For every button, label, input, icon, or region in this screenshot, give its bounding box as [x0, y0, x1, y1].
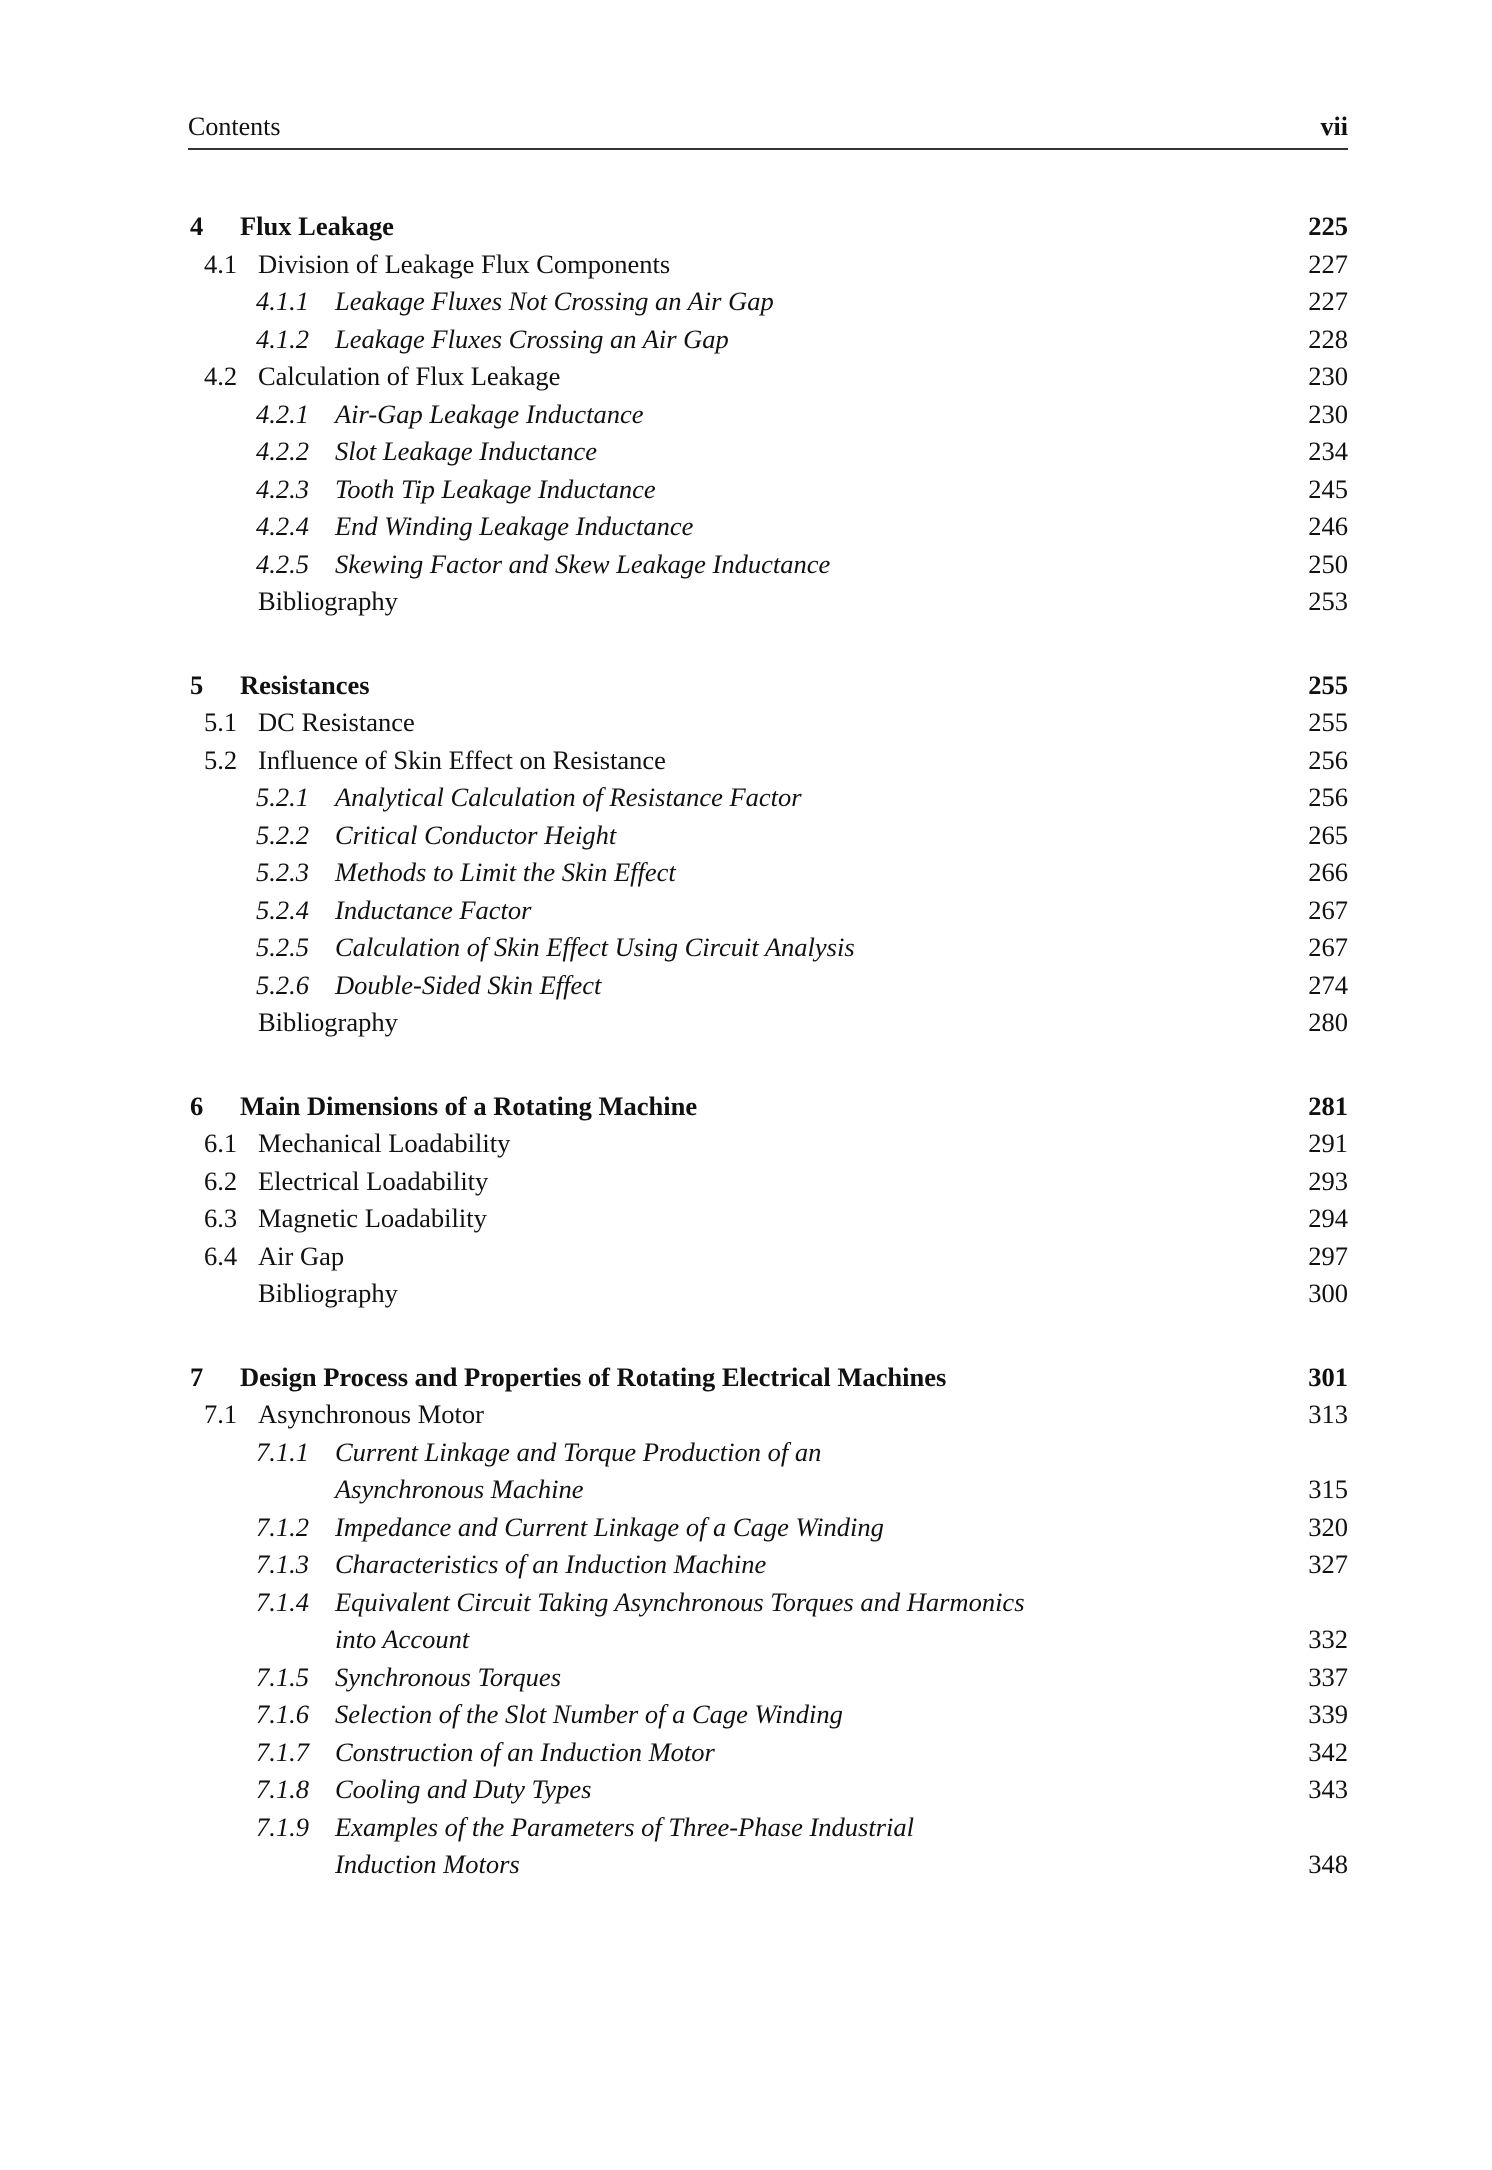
toc-section[interactable] [188, 1125, 1348, 1163]
entry-title: End Winding Leakage Inductance [335, 511, 694, 541]
chapter-title: Main Dimensions of a Rotating Machine [240, 1090, 698, 1121]
entry-number: 6.2 [204, 1165, 238, 1196]
running-head-title: Contents [188, 112, 281, 141]
entry-number: 7.1.6 [256, 1699, 309, 1729]
chapter-title: Design Process and Properties of Rotating Electrical Machines [240, 1361, 947, 1392]
entry-title: Bibliography [258, 586, 398, 616]
entry-number: 4.1.1 [256, 286, 309, 316]
entry-page: 256 [1308, 782, 1348, 812]
toc-section[interactable] [188, 1200, 1348, 1238]
toc-subsection[interactable] [188, 967, 1348, 1005]
entry-title: Methods to Limit the Skin Effect [335, 857, 676, 887]
entry-title: Air-Gap Leakage Inductance [335, 398, 644, 429]
toc-section[interactable] [188, 1238, 1348, 1276]
entry-title: Characteristics of an Induction Machine [335, 1549, 767, 1579]
entry-page: 332 [1308, 1624, 1348, 1654]
entry-title: Double-Sided Skin Effect [335, 969, 602, 1000]
entry-number: 4.2.1 [256, 398, 309, 429]
entry-number: 4.2 [204, 361, 238, 391]
toc-subsection[interactable] [188, 779, 1348, 817]
toc-section[interactable] [188, 358, 1348, 396]
entry-number: 7.1.5 [256, 1661, 309, 1692]
entry-number: 4.2.4 [256, 511, 309, 541]
toc-chapter-heading[interactable] [188, 1088, 1348, 1126]
entry-page: 300 [1308, 1278, 1348, 1308]
entry-page: 280 [1308, 1007, 1348, 1037]
chapter-title: Resistances [240, 669, 370, 700]
running-head [188, 108, 1348, 148]
entry-title: Equivalent Circuit Taking Asynchronous Torques and Harmonics [335, 1586, 1025, 1617]
toc-section[interactable] [188, 1396, 1348, 1434]
entry-number: 6.3 [204, 1203, 238, 1233]
entry-page: 294 [1308, 1203, 1348, 1233]
entry-title: Tooth Tip Leakage Inductance [335, 473, 656, 504]
entry-page: 297 [1308, 1240, 1348, 1271]
toc-bibliography[interactable] [188, 583, 1348, 621]
toc-chapter [188, 667, 1348, 1042]
entry-page: 234 [1308, 436, 1348, 466]
entry-page: 343 [1308, 1774, 1348, 1804]
entry-title: Magnetic Loadability [258, 1203, 487, 1233]
toc-subsection[interactable] [188, 817, 1348, 855]
entry-number: 5.2.1 [256, 782, 309, 812]
entry-title: Construction of an Induction Motor [335, 1736, 715, 1767]
entry-number: 5.2.4 [256, 894, 309, 925]
entry-title: Selection of the Slot Number of a Cage Winding [335, 1699, 843, 1729]
toc-section[interactable] [188, 1163, 1348, 1201]
toc-subsection[interactable] [188, 321, 1348, 359]
toc-section[interactable] [188, 246, 1348, 284]
toc-chapter-heading[interactable] [188, 208, 1348, 246]
chapter-number: 7 [190, 1361, 204, 1392]
chapter-number: 5 [190, 669, 204, 700]
entry-number: 7.1 [204, 1399, 238, 1429]
entry-page: 250 [1308, 548, 1348, 579]
toc-bibliography[interactable] [188, 1004, 1348, 1042]
entry-number: 5.1 [204, 707, 238, 737]
entry-number: 6.4 [204, 1240, 238, 1271]
entry-page: 253 [1308, 586, 1348, 616]
entry-number: 7.1.3 [256, 1549, 309, 1579]
toc-chapter [188, 208, 1348, 621]
toc-chapter-heading[interactable] [188, 1359, 1348, 1397]
toc-continuation-line[interactable] [188, 1621, 1348, 1659]
chapter-page: 301 [1308, 1361, 1348, 1392]
entry-page: 245 [1308, 473, 1348, 504]
entry-title: Analytical Calculation of Resistance Factor [335, 782, 802, 812]
entry-number: 7.1.1 [256, 1436, 309, 1467]
entry-title: into Account [335, 1624, 470, 1654]
entry-page: 227 [1308, 286, 1348, 316]
toc-subsection[interactable] [188, 1734, 1348, 1772]
toc-section[interactable] [188, 704, 1348, 742]
table-of-contents [188, 208, 1348, 1930]
entry-number: 5.2.6 [256, 969, 309, 1000]
toc-subsection[interactable] [188, 854, 1348, 892]
entry-title: Slot Leakage Inductance [335, 436, 597, 466]
entry-title: Current Linkage and Torque Production of an [335, 1436, 822, 1467]
toc-subsection[interactable] [188, 929, 1348, 967]
entry-title: Air Gap [258, 1240, 345, 1271]
entry-number: 5.2 [204, 744, 238, 775]
entry-page: 339 [1308, 1699, 1348, 1729]
toc-subsection[interactable] [188, 471, 1348, 509]
entry-title: Asynchronous Motor [258, 1399, 484, 1429]
chapter-page: 225 [1308, 211, 1348, 241]
entry-number: 4.2.5 [256, 548, 309, 579]
entry-title: Inductance Factor [335, 894, 532, 925]
toc-subsection[interactable] [188, 433, 1348, 471]
entry-title: Leakage Fluxes Not Crossing an Air Gap [335, 286, 774, 316]
entry-number: 7.1.7 [256, 1736, 309, 1767]
toc-bibliography[interactable] [188, 1275, 1348, 1313]
entry-title: Synchronous Torques [335, 1661, 562, 1692]
entry-page: 255 [1308, 707, 1348, 737]
entry-number: 7.1.8 [256, 1774, 309, 1804]
entry-title: Induction Motors [335, 1849, 520, 1879]
entry-title: Asynchronous Machine [335, 1474, 584, 1504]
entry-title: Electrical Loadability [258, 1165, 489, 1196]
entry-title: Skewing Factor and Skew Leakage Inductance [335, 548, 831, 579]
toc-subsection[interactable] [188, 892, 1348, 930]
entry-page: 228 [1308, 323, 1348, 354]
toc-subsection[interactable] [188, 1809, 1348, 1847]
entry-title: Impedance and Current Linkage of a Cage Winding [335, 1511, 884, 1542]
toc-subsection[interactable] [188, 1584, 1348, 1622]
toc-section[interactable] [188, 742, 1348, 780]
chapter-number: 6 [190, 1090, 204, 1121]
entry-title: Mechanical Loadability [258, 1128, 511, 1158]
entry-page: 246 [1308, 511, 1348, 541]
entry-number: 5.2.2 [256, 819, 309, 850]
entry-title: Influence of Skin Effect on Resistance [258, 744, 666, 775]
toc-continuation-line[interactable] [188, 1471, 1348, 1509]
entry-title: Cooling and Duty Types [335, 1774, 592, 1804]
entry-page: 266 [1308, 857, 1348, 887]
entry-title: Division of Leakage Flux Components [258, 248, 671, 279]
chapter-number: 4 [190, 211, 204, 241]
toc-subsection[interactable] [188, 1434, 1348, 1472]
page-number: vii [1320, 112, 1348, 141]
entry-number: 5.2.3 [256, 857, 309, 887]
entry-page: 291 [1308, 1128, 1348, 1158]
toc-subsection[interactable] [188, 546, 1348, 584]
entry-page: 315 [1308, 1474, 1348, 1504]
entry-page: 342 [1308, 1736, 1348, 1767]
toc-chapter [188, 1088, 1348, 1313]
chapter-title: Flux Leakage [240, 211, 394, 241]
entry-number: 5.2.5 [256, 932, 309, 962]
entry-title: Bibliography [258, 1007, 398, 1037]
entry-page: 348 [1308, 1849, 1348, 1879]
entry-number: 4.2.3 [256, 473, 309, 504]
entry-title: Calculation of Flux Leakage [258, 361, 561, 391]
toc-subsection[interactable] [188, 1659, 1348, 1697]
entry-number: 7.1.9 [256, 1811, 309, 1842]
entry-page: 267 [1308, 932, 1348, 962]
chapter-page: 281 [1308, 1090, 1348, 1121]
entry-title: Examples of the Parameters of Three-Phase Industrial [335, 1811, 914, 1842]
entry-page: 274 [1308, 969, 1348, 1000]
entry-title: Critical Conductor Height [335, 819, 617, 850]
entry-page: 230 [1308, 398, 1348, 429]
toc-chapter [188, 1359, 1348, 1884]
entry-number: 4.1.2 [256, 323, 309, 354]
entry-number: 4.2.2 [256, 436, 309, 466]
entry-title: Leakage Fluxes Crossing an Air Gap [335, 323, 729, 354]
entry-number: 6.1 [204, 1128, 238, 1158]
toc-subsection[interactable] [188, 1509, 1348, 1547]
toc-chapter-heading[interactable] [188, 667, 1348, 705]
header-rule [188, 148, 1348, 150]
toc-subsection[interactable] [188, 1546, 1348, 1584]
toc-subsection[interactable] [188, 1771, 1348, 1809]
entry-page: 227 [1308, 248, 1348, 279]
entry-page: 313 [1308, 1399, 1348, 1429]
toc-subsection[interactable] [188, 1696, 1348, 1734]
entry-page: 256 [1308, 744, 1348, 775]
entry-title: DC Resistance [258, 707, 415, 737]
entry-page: 230 [1308, 361, 1348, 391]
entry-title: Bibliography [258, 1278, 398, 1308]
toc-subsection[interactable] [188, 508, 1348, 546]
entry-number: 7.1.2 [256, 1511, 309, 1542]
entry-page: 293 [1308, 1165, 1348, 1196]
toc-subsection[interactable] [188, 396, 1348, 434]
entry-page: 267 [1308, 894, 1348, 925]
toc-continuation-line[interactable] [188, 1846, 1348, 1884]
toc-subsection[interactable] [188, 283, 1348, 321]
entry-page: 337 [1308, 1661, 1348, 1692]
entry-page: 327 [1308, 1549, 1348, 1579]
chapter-page: 255 [1308, 669, 1348, 700]
entry-page: 265 [1308, 819, 1348, 850]
entry-number: 7.1.4 [256, 1586, 309, 1617]
entry-title: Calculation of Skin Effect Using Circuit Analysis [335, 932, 855, 962]
entry-page: 320 [1308, 1511, 1348, 1542]
entry-number: 4.1 [204, 248, 238, 279]
